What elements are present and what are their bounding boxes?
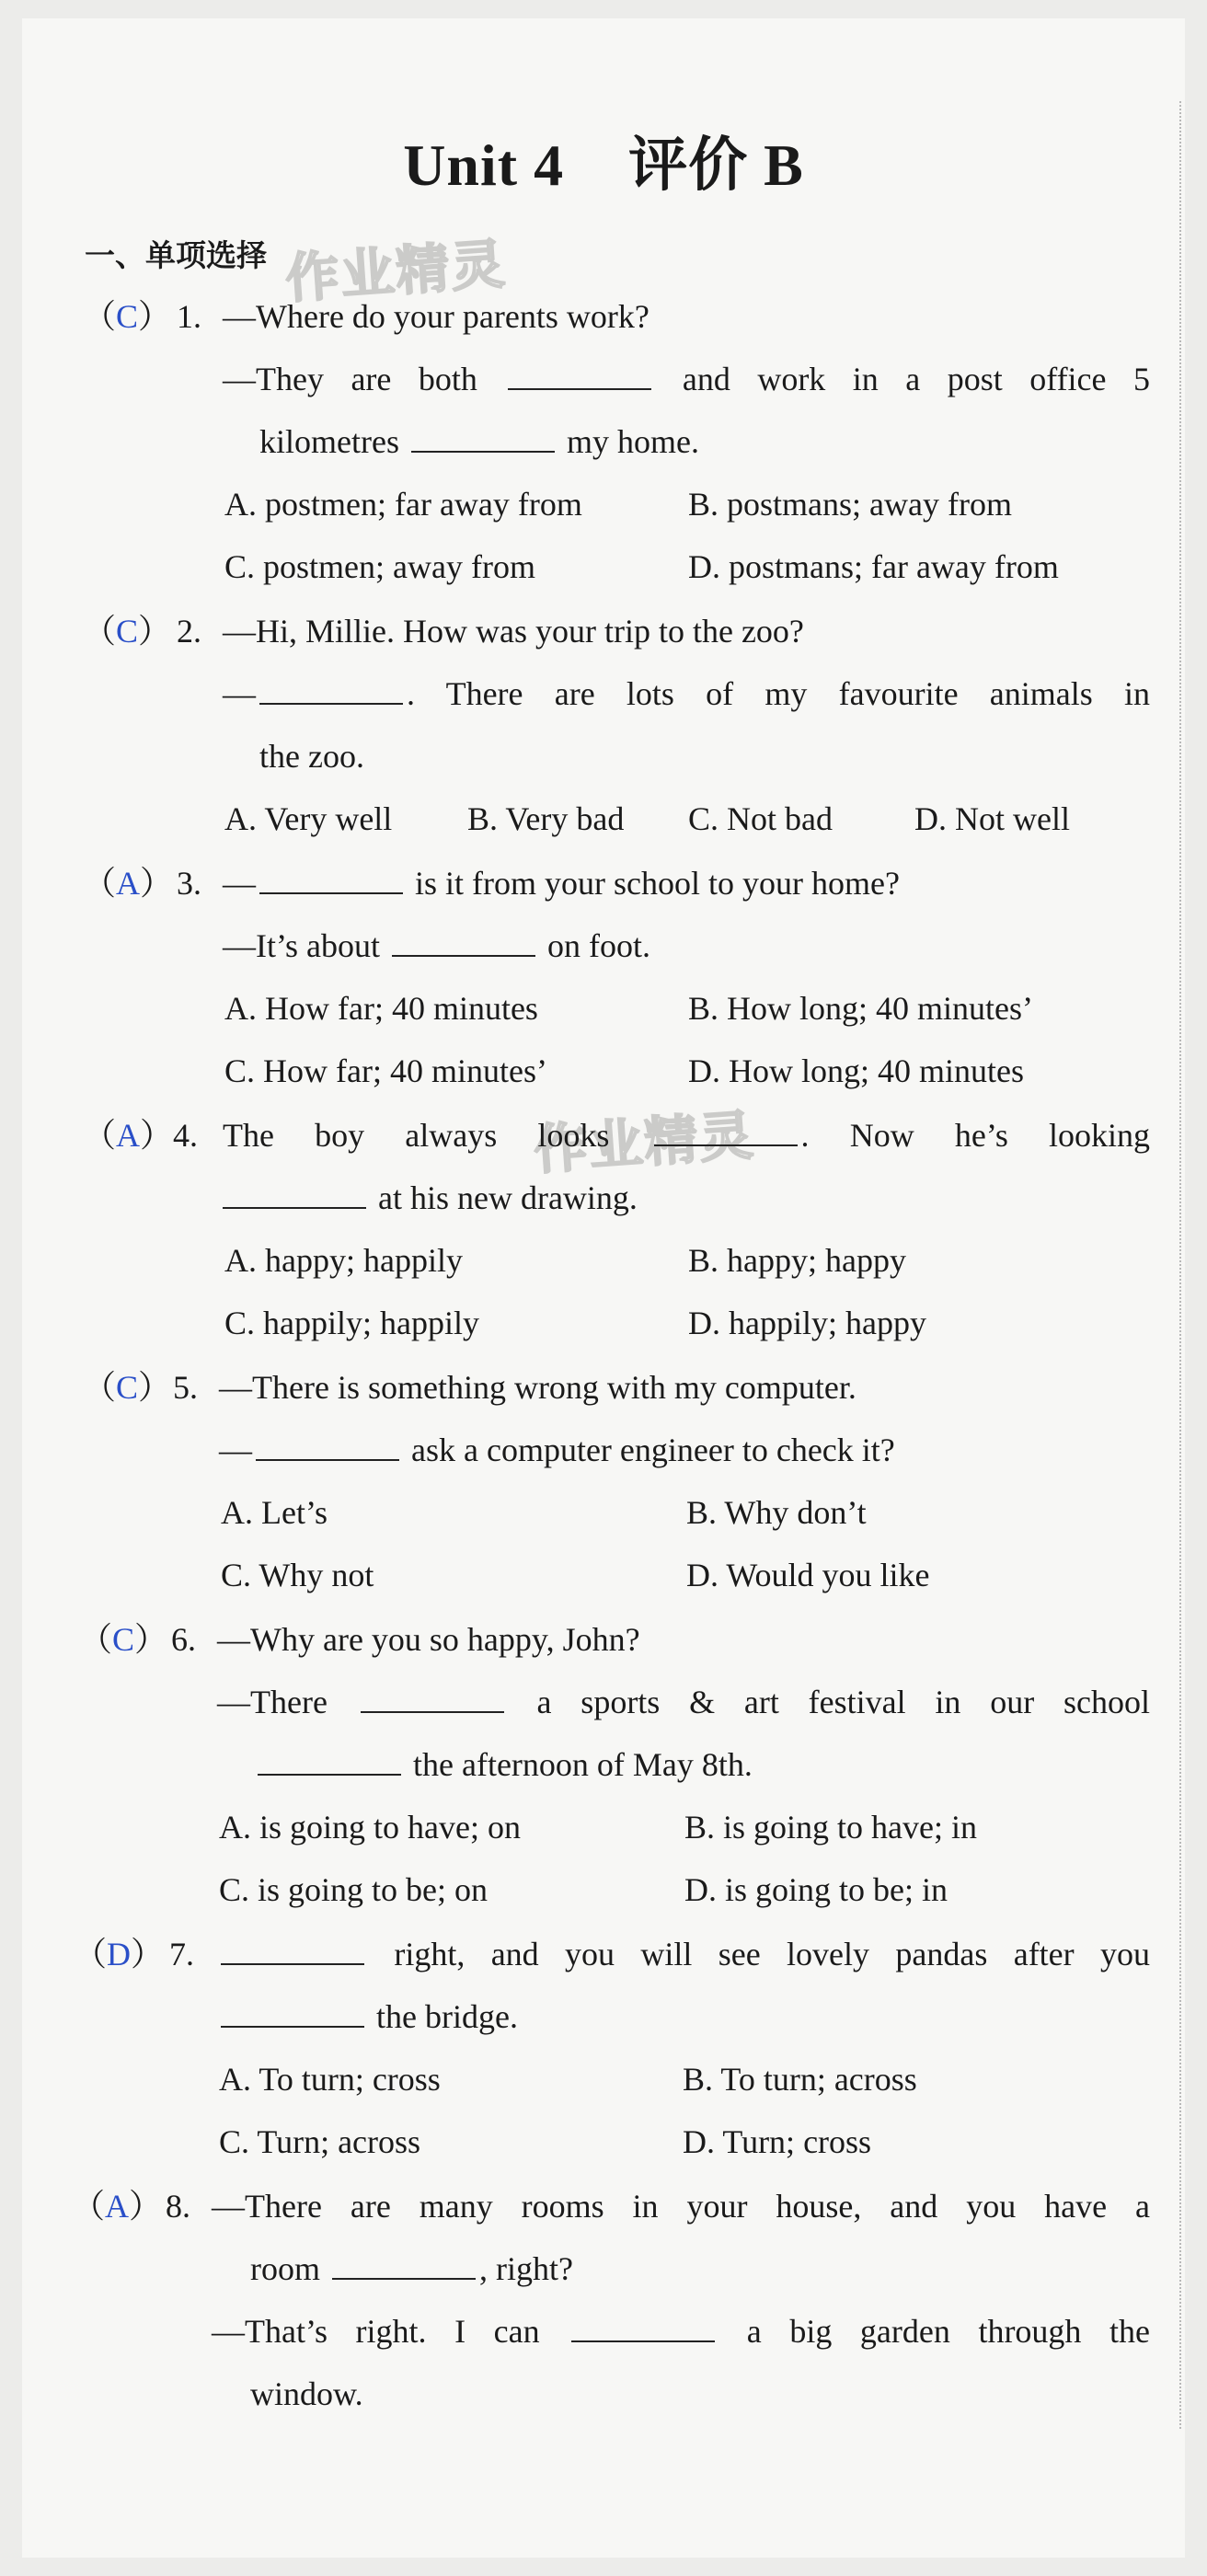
question-text: kilometres my home. (259, 423, 699, 460)
answer-slot: （D） (74, 1936, 165, 1972)
option: A. To turn; cross (219, 2061, 441, 2098)
option: C. postmen; away from (224, 548, 535, 585)
question-text: —They are both and work in a post office 5 (223, 361, 1150, 397)
option: A. postmen; far away from (224, 486, 582, 523)
option: A. is going to have; on (219, 1809, 521, 1846)
option: D. is going to be; in (684, 1871, 948, 1908)
question-text: —Why are you so happy, John? (217, 1621, 640, 1658)
question-number: 1. (177, 298, 201, 335)
question-text: —There are many rooms in your house, and you have a (212, 2188, 1150, 2225)
answer-blank (258, 1746, 401, 1776)
question-text: at his new drawing. (219, 1178, 638, 1218)
option: B. is going to have; in (684, 1809, 977, 1846)
question-text: — ask a computer engineer to check it? (219, 1432, 895, 1468)
answer-slot: （C） (79, 1621, 168, 1658)
question-number: 6. (171, 1621, 196, 1658)
question-text: —Where do your parents work? (223, 298, 649, 335)
answer-blank (221, 1998, 364, 2028)
question-text: —Hi, Millie. How was your trip to the zoo? (223, 613, 804, 650)
question-text: —There is something wrong with my computer. (219, 1369, 856, 1406)
question-text: the bridge. (217, 1996, 518, 2037)
answer-blank (571, 2313, 715, 2342)
answer-blank (223, 1179, 366, 1209)
question-text: the zoo. (259, 738, 364, 775)
page-title (0, 118, 1207, 202)
option: D. happily; happy (688, 1305, 926, 1341)
option: D. Would you like (686, 1557, 930, 1593)
answer-slot: （A） (83, 1117, 174, 1154)
option: A. happy; happily (224, 1242, 463, 1279)
answer-blank (259, 865, 403, 894)
answer-slot: （C） (83, 613, 172, 650)
option: D. How long; 40 minutes (688, 1052, 1024, 1089)
page-sheet (22, 18, 1185, 2558)
option: B. How long; 40 minutes’ (688, 990, 1033, 1027)
answer-blank (361, 1684, 504, 1713)
answer-blank (332, 2250, 476, 2280)
option: A. Let’s (221, 1494, 328, 1531)
watermark-logo: 作业精灵 (532, 1103, 757, 1182)
question-text: right, and you will see lovely pandas after you (217, 1934, 1150, 1974)
question-text: —There a sports & art festival in our school (217, 1684, 1150, 1720)
question-text: —It’s about on foot. (223, 927, 650, 964)
answer-slot: （A） (83, 865, 174, 902)
question-text: window. (250, 2375, 363, 2412)
option: B. postmans; away from (688, 486, 1012, 523)
question-number: 5. (173, 1369, 198, 1406)
question-number: 2. (177, 613, 201, 650)
option: B. To turn; across (683, 2061, 917, 2098)
answer-slot: （A） (72, 2188, 163, 2225)
option: D. Turn; cross (683, 2123, 872, 2160)
question-text: room , right? (250, 2250, 573, 2287)
question-number: 8. (166, 2188, 190, 2225)
answer-blank (411, 423, 555, 453)
answer-slot: （C） (83, 1369, 172, 1406)
option: A. Very well (224, 800, 393, 837)
option: B. happy; happy (688, 1242, 906, 1279)
title-label: 评价 B (628, 132, 804, 198)
option: C. Turn; across (219, 2123, 421, 2160)
question-text: — . There are lots of my favourite animals in (223, 675, 1150, 712)
answer-blank (259, 675, 403, 705)
question-number: 7. (169, 1936, 194, 1972)
option: D. postmans; far away from (688, 548, 1059, 585)
question-text: The boy always looks . Now he’s looking (223, 1117, 1150, 1154)
question-text: —That’s right. I can a big garden through the (212, 2313, 1150, 2350)
option: C. is going to be; on (219, 1871, 489, 1908)
title-unit: Unit 4 (403, 132, 565, 198)
option: C. How far; 40 minutes’ (224, 1052, 547, 1089)
answer-blank (392, 927, 535, 957)
option: C. Not bad (688, 800, 833, 837)
watermark-logo: 作业精灵 (283, 232, 509, 311)
answer-blank (256, 1432, 399, 1461)
answer-slot: （C） (83, 298, 172, 335)
answer-blank (508, 361, 651, 390)
question-text: — is it from your school to your home? (223, 865, 900, 902)
answer-blank (221, 1936, 364, 1965)
option: C. Why not (221, 1557, 374, 1593)
option: B. Why don’t (686, 1494, 867, 1531)
option: B. Very bad (467, 800, 625, 837)
section-heading: 一、单项选择 (85, 237, 267, 273)
answer-blank (654, 1117, 798, 1146)
question-number: 3. (177, 865, 201, 902)
option: C. happily; happily (224, 1305, 479, 1341)
question-number: 4. (173, 1117, 198, 1154)
option: A. How far; 40 minutes (224, 990, 538, 1027)
dotted-margin-line (1179, 101, 1181, 2429)
option: D. Not well (914, 800, 1070, 837)
question-text: the afternoon of May 8th. (254, 1744, 753, 1785)
